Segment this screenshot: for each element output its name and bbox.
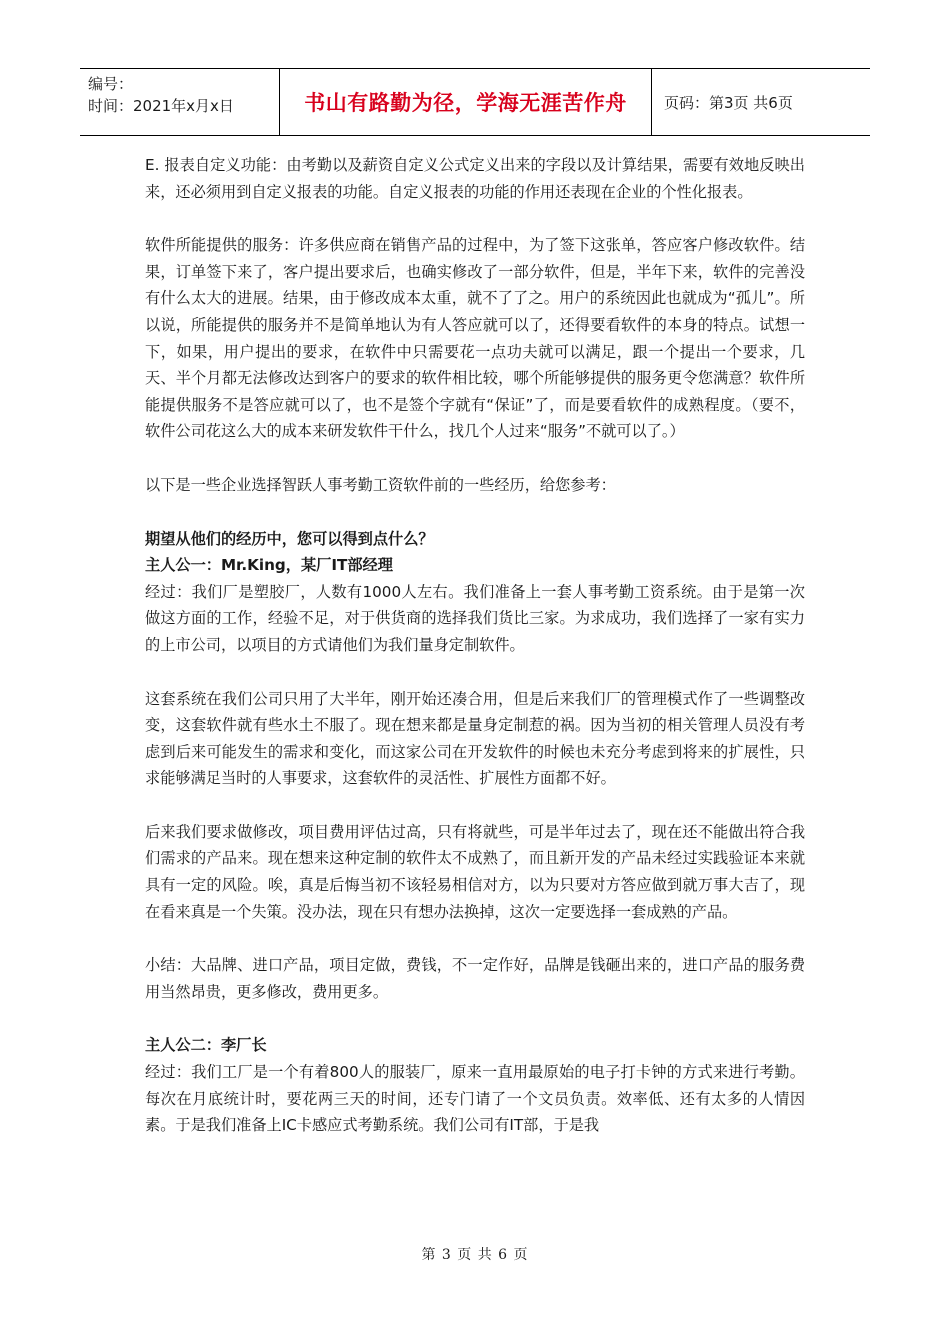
paragraph-modification: 后来我们要求做修改，项目费用评估过高，只有将就些，可是半年过去了，现在还不能做出符合我们需求的产品来。现在想来这种定制的软件太不成熟了，而且新开发的产品未经过实践验证本来就具有一定的风险。唉，真是后悔当初不该轻易相信对方，以为只要对方答应做到就万事大吉了，现在看来真是一个失策。没办法，现在只有想办法换掉，这次一定要选择一套成熟的产品。	[145, 822, 805, 921]
heading-protagonist-two: 主人公二：李厂长	[145, 1036, 267, 1055]
date-label: 时间：2021年x月x日	[88, 97, 234, 115]
document-body	[145, 152, 805, 1139]
heading-expectation: 期望从他们的经历中，您可以得到点什么？	[145, 529, 434, 548]
paragraph-experience-one: 经过：我们厂是塑胶厂，人数有1000人左右。我们准备上一套人事考勤工资系统。由于是第一次做这方面的工作，经验不足，对于供货商的选择我们货比三家。为求成功，我们选择了一家有实力的上市公司，以项目的方式请他们为我们量身定制软件。	[145, 582, 805, 654]
page-footer: 第 3 页 共 6 页	[421, 1247, 529, 1263]
header-meta	[80, 69, 280, 135]
heading-protagonist-one: 主人公一：Mr.King，某厂IT部经理	[145, 556, 393, 575]
header-motto: 书山有路勤为径，学海无涯苦作舟	[280, 69, 652, 135]
paragraph-summary: 小结：大品牌、进口产品，项目定做，费钱，不一定作好，品牌是钱砸出来的，进口产品的服务费用当然昂贵，更多修改，费用更多。	[145, 956, 805, 1001]
header-page-label: 页码：第3页 共6页	[664, 93, 793, 112]
page-header	[80, 68, 870, 136]
paragraph-experience-two: 经过：我们工厂是一个有着800人的服装厂，原来一直用最原始的电子打卡钟的方式来进行考勤。每次在月底统计时，要花两三天的时间，还专门请了一个文员负责。效率低、还有太多的人情因素。于是我们准备上IC卡感应式考勤系统。我们公司有IT部，于是我	[145, 1063, 805, 1135]
paragraph-intro: 以下是一些企业选择智跃人事考勤工资软件前的一些经历，给您参考：	[145, 475, 616, 494]
paragraph-report-custom: E. 报表自定义功能：由考勤以及薪资自定义公式定义出来的字段以及计算结果，需要有效地反映出来，还必须用到自定义报表的功能。自定义报表的功能的作用还表现在企业的个性化报表。	[145, 156, 805, 201]
paragraph-system-usage: 这套系统在我们公司只用了大半年，刚开始还凑合用，但是后来我们厂的管理模式作了一些调整改变，这套软件就有些水土不服了。现在想来都是量身定制惹的祸。因为当初的相关管理人员没有考虑到后来可能发生的需求和变化，而这家公司在开发软件的时候也未充分考虑到将来的扩展性，只求能够满足当时的人事要求，这套软件的灵活性、扩展性方面都不好。	[145, 689, 805, 788]
paragraph-service: 软件所能提供的服务：许多供应商在销售产品的过程中，为了签下这张单，答应客户修改软件。结果，订单签下来了，客户提出要求后，也确实修改了一部分软件，但是，半年下来，软件的完善没有什么太大的进展。结果，由于修改成本太重，就不了了之。用户的系统因此也就成为“孤儿”。所以说，所能提供的服务并不是简单地认为有人答应就可以了，还得要看软件的本身的特点。试想一下，如果，用户提出的要求，在软件中只需要花一点功夫就可以满足，跟一个提出一个要求，几天、半个月都无法修改达到客户的要求的软件相比较，哪个所能够提供的服务更令您满意？软件所能提供服务不是答应就可以了，也不是签个字就有“保证”了，而是要看软件的成熟程度。（要不，软件公司花这么大的成本来研发软件干什么，找几个人过来“服务”不就可以了。）	[145, 236, 805, 441]
code-label: 编号：	[88, 75, 134, 93]
